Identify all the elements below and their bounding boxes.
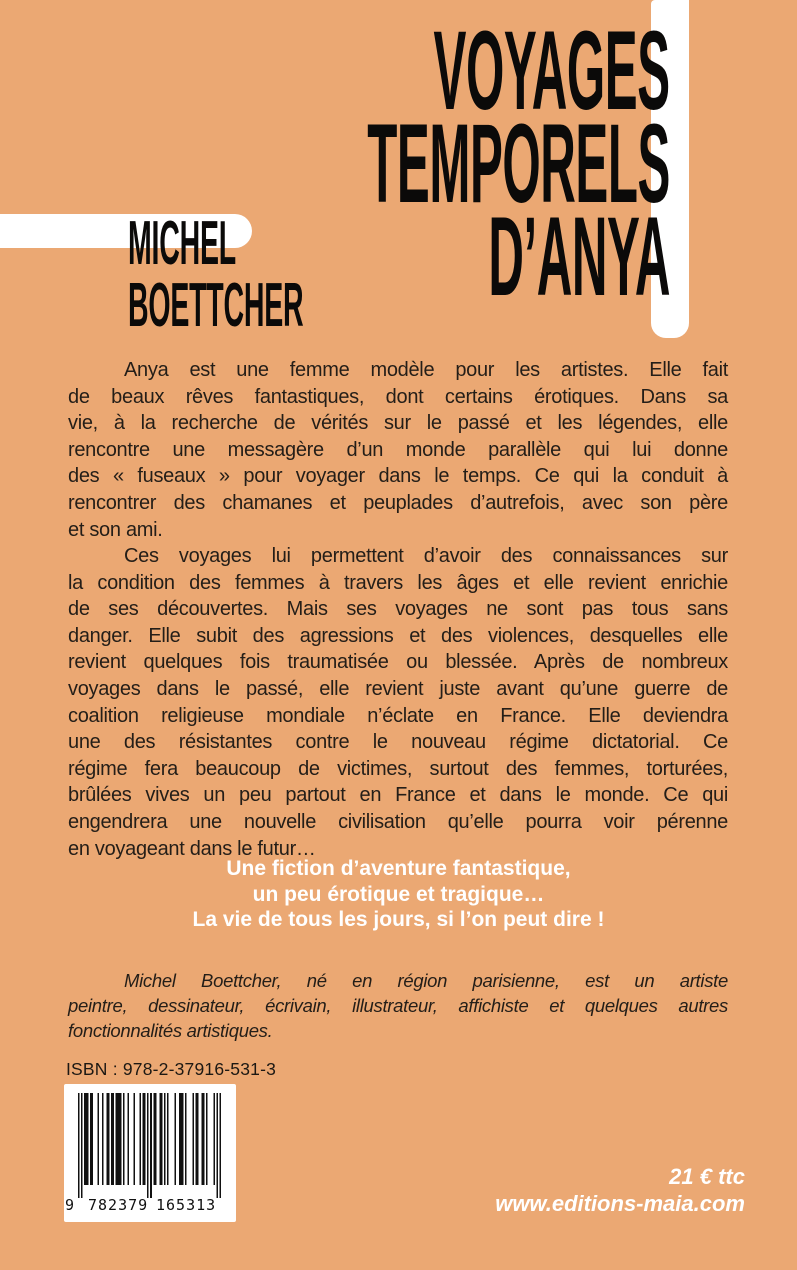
text-line: coalition religieuse mondiale n’éclate en France. Elle deviendra [68, 704, 728, 727]
text-line: et son ami. [68, 518, 163, 541]
tagline [0, 856, 797, 933]
synopsis-paragraph-2 [68, 543, 728, 862]
isbn-label: ISBN : 978-2-37916-531-3 [66, 1059, 277, 1079]
text-line: engendrera une nouvelle civilisation qu’elle pourra voir pérenne [68, 810, 728, 833]
text-line: brûlées vives un peu partout en France et dans le monde. Ce qui [68, 784, 728, 807]
text-line: de beaux rêves fantastiques, dont certains érotiques. Dans sa [68, 385, 728, 408]
text-line: Michel Boettcher, né en région parisienne, est un artiste [124, 970, 728, 991]
text-line: de ses découvertes. Mais ses voyages ne sont pas tous sans [68, 598, 728, 621]
price-label: 21 € ttc [669, 1164, 745, 1189]
text-line: un peu érotique et tragique… [252, 882, 545, 906]
text-line: des « fuseaux » pour voyager dans le temps. Ce qui la conduit à [68, 465, 728, 488]
barcode [64, 1084, 236, 1222]
barcode-bars [78, 1093, 222, 1198]
text-line: peintre, dessinateur, écrivain, illustrateur, affichiste et quelques autres [68, 995, 728, 1016]
book-title-line-1: VOYAGES [433, 8, 670, 133]
text-line: la condition des femmes à travers les âges et elle revient enrichie [68, 571, 728, 594]
text-line: La vie de tous les jours, si l’on peut dire ! [192, 908, 605, 932]
author-name-line-2: BOETTCHER [128, 271, 304, 340]
author-bio [68, 968, 728, 1043]
text-line: voyages dans le passé, elle revient juste avant qu’une guerre de [68, 677, 728, 700]
text-line: Ces voyages lui permettent d’avoir des connaissances sur [124, 545, 728, 567]
text-line: rencontrer des chamanes et peuplades d’autrefois, avec son père [68, 491, 728, 514]
text-line: Une fiction d’aventure fantastique, [226, 857, 571, 880]
text-line: fonctionnalités artistiques. [68, 1020, 273, 1041]
barcode-digits-group-2: 165313 [156, 1196, 217, 1214]
synopsis-paragraph-1 [68, 357, 728, 543]
book-title-line-3: D’ANYA [488, 194, 670, 319]
text-line: Anya est une femme modèle pour les artistes. Elle fait [124, 359, 728, 381]
barcode-digits-group-1: 782379 [88, 1196, 149, 1214]
publisher-website: www.editions-maia.com [495, 1191, 745, 1216]
text-line: vie, à la recherche de vérités sur le passé et les légendes, elle [68, 412, 728, 435]
barcode-digit-prefix: 9 [65, 1196, 75, 1214]
text-line: une des résistantes contre le nouveau régime dictatorial. Ce [68, 731, 728, 754]
text-line: revient quelques fois traumatisée ou blessée. Après de nombreux [68, 651, 728, 674]
text-line: en voyageant dans le futur… [68, 837, 316, 860]
author-name-line-1: MICHEL [128, 209, 236, 278]
text-line: danger. Elle subit des agressions et des violences, desquelles elle [68, 624, 728, 647]
text-line: rencontre une messagère d’un monde parallèle qui lui donne [68, 438, 728, 461]
book-title-line-2: TEMPORELS [367, 101, 670, 226]
text-line: régime fera beaucoup de victimes, surtout des femmes, torturées, [68, 757, 728, 780]
